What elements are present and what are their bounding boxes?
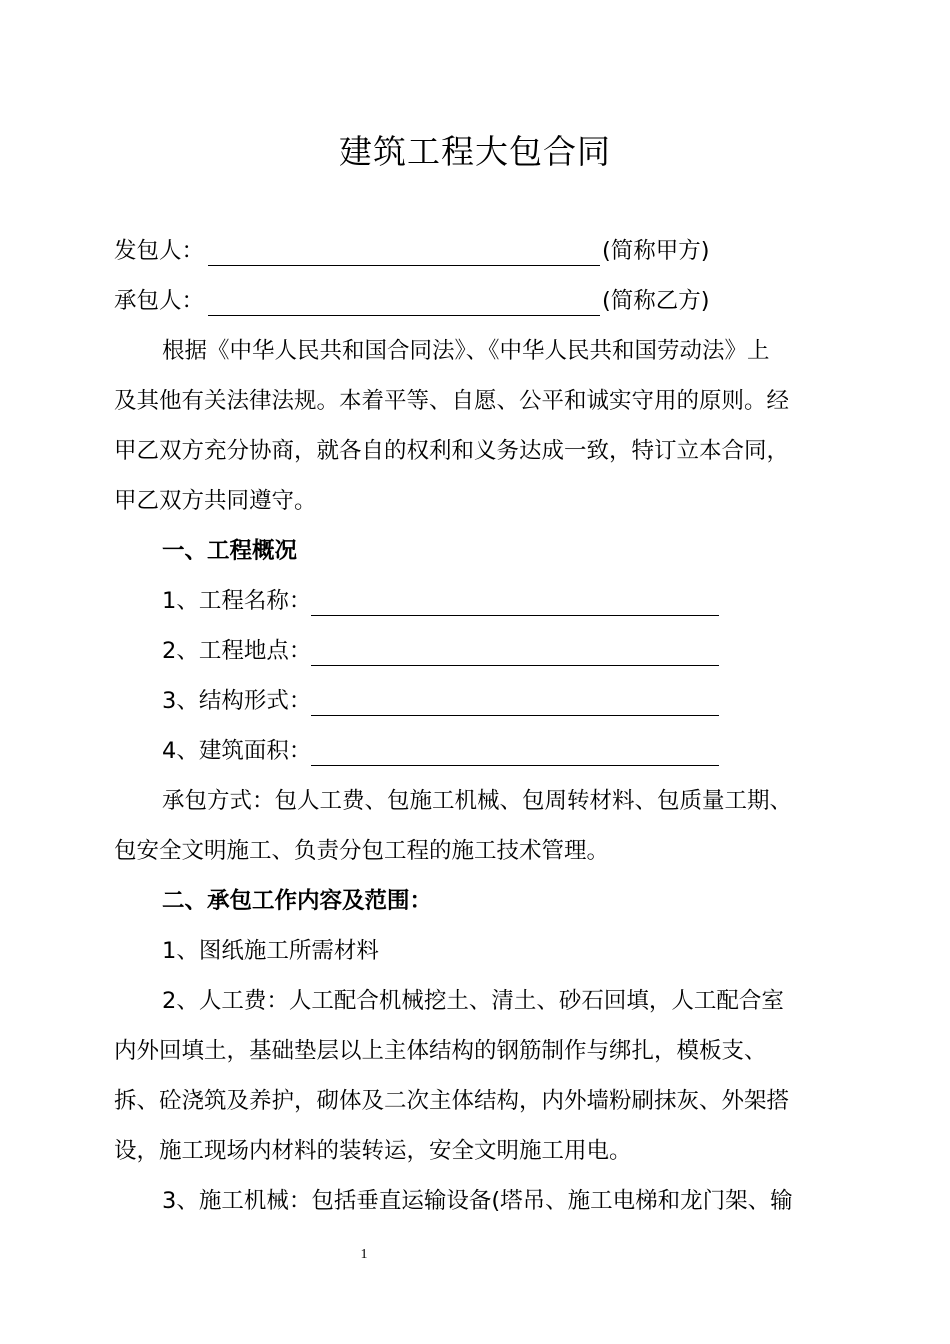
employer-blank (208, 243, 600, 266)
employer-suffix: (简称甲方) (602, 238, 710, 264)
intro-line: 甲乙双方充分协商，就各自的权利和义务达成一致，特订立本合同， (114, 438, 790, 464)
project-item (162, 586, 719, 616)
scope-item-line: 2、人工费：人工配合机械挖土、清土、砂石回填，人工配合室 (162, 988, 784, 1014)
contractor-blank (208, 293, 600, 316)
contractor-line (114, 286, 710, 316)
intro-line: 根据《中华人民共和国合同法》、《中华人民共和国劳动法》上 (162, 338, 770, 364)
intro-line: 甲乙双方共同遵守。 (114, 488, 317, 514)
project-item-label: 1、工程名称： (162, 588, 312, 614)
project-item-label: 3、结构形式： (162, 688, 312, 714)
scope-item-line: 3、施工机械：包括垂直运输设备(塔吊、施工电梯和龙门架、输 (162, 1188, 793, 1214)
section-heading: 一、工程概况 (162, 538, 298, 564)
project-item-label: 4、建筑面积： (162, 738, 312, 764)
project-item-blank (311, 593, 719, 616)
scope-item: 1、图纸施工所需材料 (162, 938, 379, 964)
project-item (162, 736, 719, 766)
page-number: 1 (360, 1247, 368, 1262)
scope-item-line: 内外回填土，基础垫层以上主体结构的钢筋制作与绑扎，模板支、 (114, 1038, 767, 1064)
project-item-blank (311, 743, 719, 766)
contractor-suffix: (简称乙方) (602, 288, 710, 314)
scope-item-line: 拆、砼浇筑及养护，砌体及二次主体结构，内外墙粉刷抹灰、外架搭 (114, 1088, 790, 1114)
section-heading: 二、承包工作内容及范围： (162, 888, 433, 914)
project-item (162, 686, 719, 716)
document-title: 建筑工程大包合同 (339, 132, 611, 171)
intro-line: 及其他有关法律法规。本着平等、自愿、公平和诚实守用的原则。经 (114, 388, 790, 414)
project-item-blank (311, 643, 719, 666)
project-item (162, 636, 719, 666)
project-item-label: 2、工程地点： (162, 638, 312, 664)
contract-mode-line: 包安全文明施工、负责分包工程的施工技术管理。 (114, 838, 610, 864)
scope-item-line: 设，施工现场内材料的装转运，安全文明施工用电。 (114, 1138, 632, 1164)
project-item-blank (311, 693, 719, 716)
employer-line (114, 236, 710, 266)
contract-mode-line: 承包方式：包人工费、包施工机械、包周转材料、包质量工期、 (162, 788, 793, 814)
employer-label: 发包人： (114, 238, 205, 264)
contractor-label: 承包人： (114, 288, 205, 314)
